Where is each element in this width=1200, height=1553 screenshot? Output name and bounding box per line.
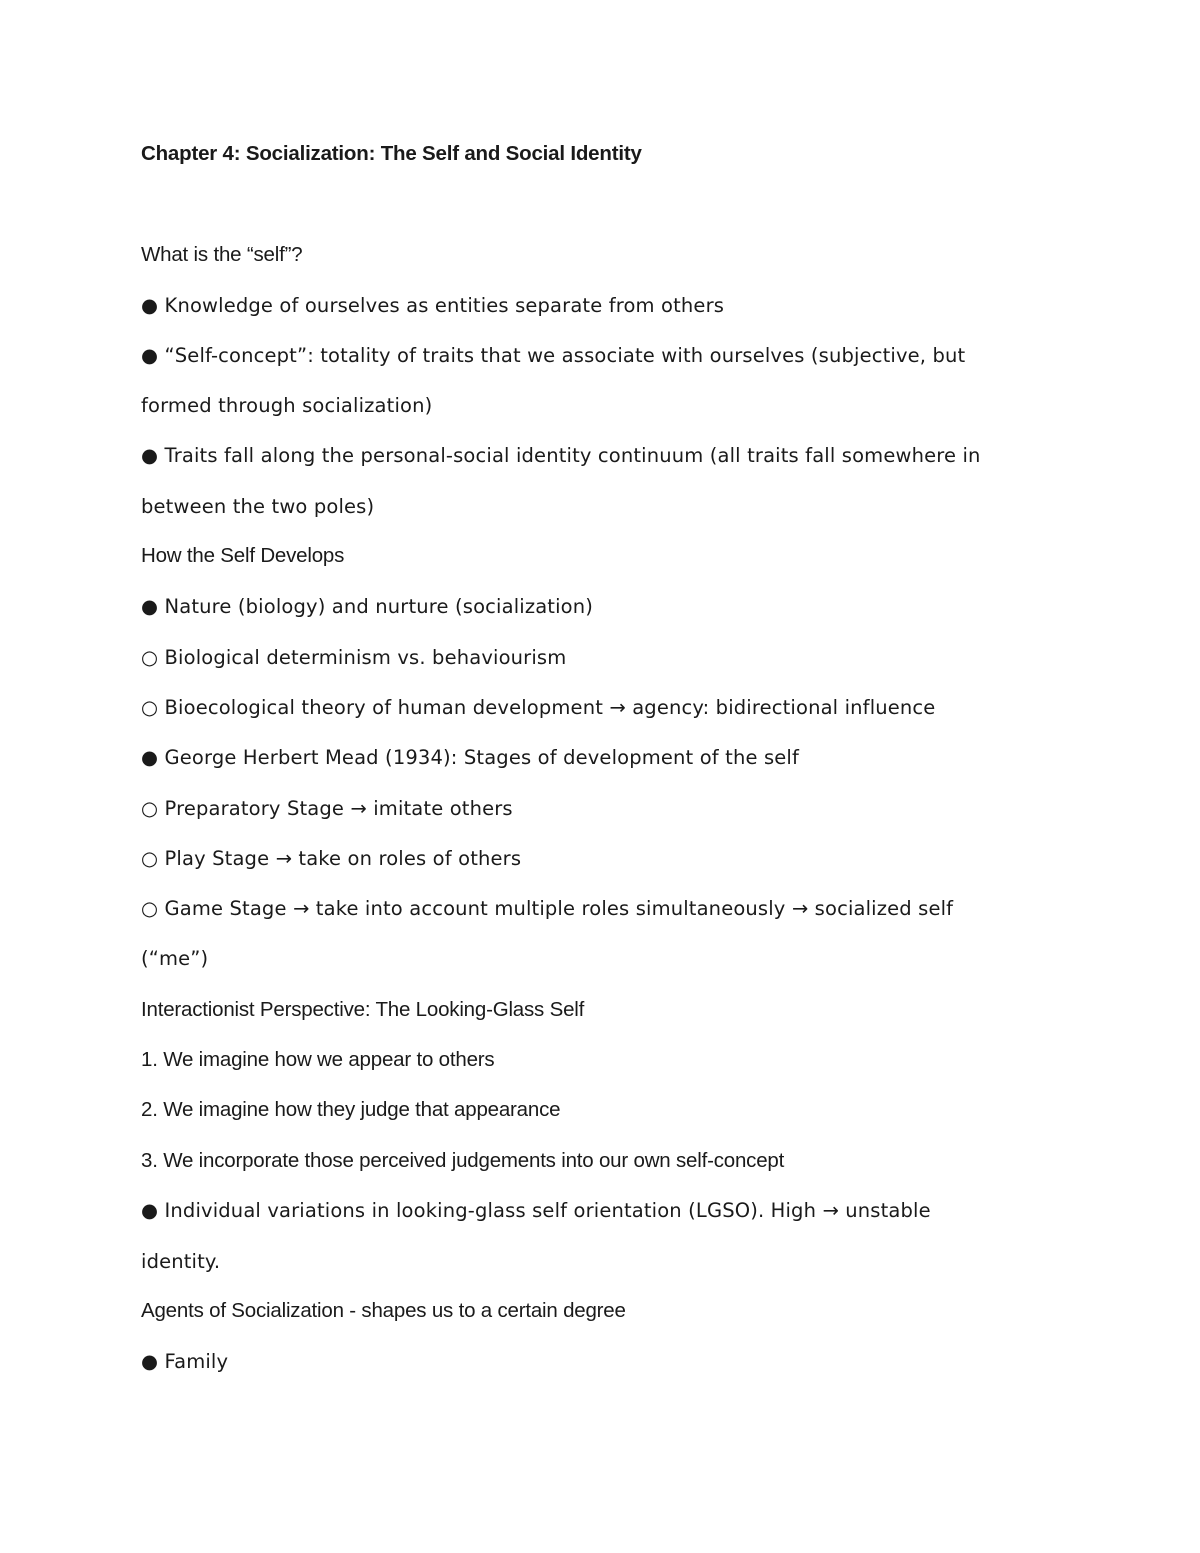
numbered-item: 1. We imagine how we appear to others [141, 1048, 495, 1071]
sub-bullet-item: ○ Bioecological theory of human development → agency: bidirectional influence [141, 696, 936, 719]
bullet-item: ● Knowledge of ourselves as entities separate from others [141, 294, 725, 317]
bullet-item: ● George Herbert Mead (1934): Stages of development of the self [141, 746, 799, 769]
bullet-item: ● Family [141, 1350, 229, 1373]
bullet-item: ● Traits fall along the personal-social identity continuum (all traits fall somewhere in [141, 444, 981, 467]
bullet-item-continuation: formed through socialization) [141, 394, 433, 417]
page-title: Chapter 4: Socialization: The Self and Social Identity [141, 142, 642, 165]
numbered-item: 3. We incorporate those perceived judgements into our own self-concept [141, 1149, 785, 1172]
section-heading: Interactionist Perspective: The Looking-Glass Self [141, 998, 585, 1021]
sub-bullet-item: ○ Play Stage → take on roles of others [141, 847, 522, 870]
section-heading: What is the “self”? [141, 243, 303, 266]
bullet-item: ● “Self-concept”: totality of traits that we associate with ourselves (subjective, but [141, 344, 966, 367]
bullet-item-continuation: identity. [141, 1250, 221, 1273]
sub-bullet-item: ○ Game Stage → take into account multiple roles simultaneously → socialized self [141, 897, 954, 920]
bullet-item: ● Nature (biology) and nurture (socialization) [141, 595, 594, 618]
bullet-item: ● Individual variations in looking-glass self orientation (LGSO). High → unstable [141, 1199, 931, 1222]
sub-bullet-item: ○ Preparatory Stage → imitate others [141, 797, 513, 820]
numbered-item: 2. We imagine how they judge that appearance [141, 1098, 561, 1121]
sub-bullet-item-continuation: (“me”) [141, 947, 209, 970]
bullet-item-continuation: between the two poles) [141, 495, 375, 518]
section-heading: Agents of Socialization - shapes us to a certain degree [141, 1299, 626, 1322]
sub-bullet-item: ○ Biological determinism vs. behaviourism [141, 646, 567, 669]
section-heading: How the Self Develops [141, 544, 345, 567]
